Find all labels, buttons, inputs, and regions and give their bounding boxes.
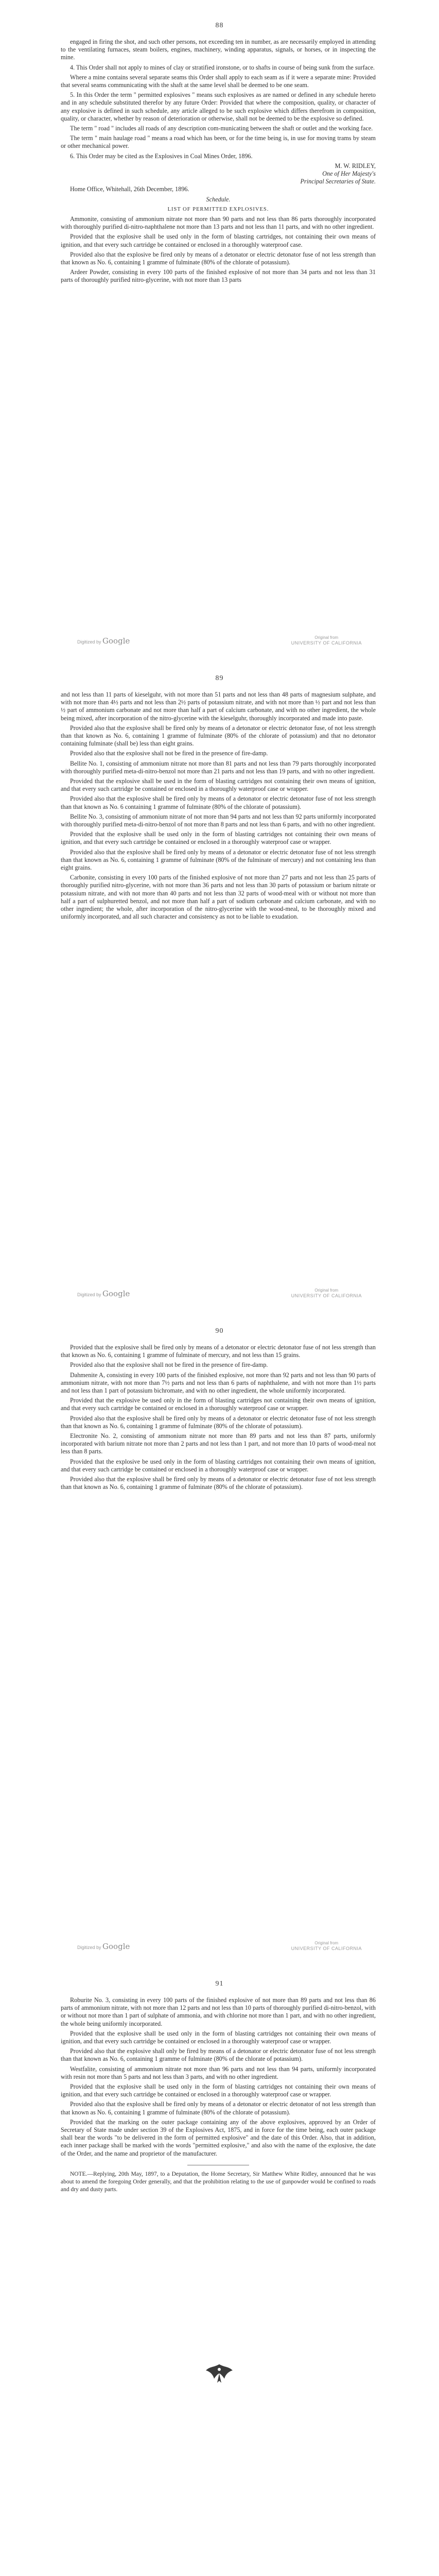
- paragraph: The term " road " includes all roads of any description com-municating between the shaft or outlet and the working face.: [70, 125, 373, 132]
- signature-line: M. W. RIDLEY,: [335, 162, 376, 170]
- page-body: [61, 38, 376, 286]
- schedule-title: Schedule.: [206, 195, 231, 203]
- page-body: [61, 691, 376, 923]
- digitized-by-google: Digitized by Google: [77, 1289, 130, 1298]
- paragraph: Provided also that the explosive shall be fired only by means of a detonator or electric detonator of not less strength than that known as No. 6, containing 1 gramme of fulminate (80% of the chlorate of potassium).: [61, 2100, 376, 2116]
- original-from-credit: Original from UNIVERSITY OF CALIFORNIA: [291, 1288, 362, 1298]
- original-from-credit: Original from UNIVERSITY OF CALIFORNIA: [291, 1941, 362, 1951]
- paragraph: Provided also that the explosive be fired only by means of a detonator or electric detonator fuse of not less strength than that known as No. 6, containing 1 gramme of fulminate (80% of the chlorate of potassium).: [61, 250, 376, 266]
- paragraph: Roburite No. 3, consisting in every 100 parts of the finished explosive of not more than 89 parts and not less than 86 parts of ammonium nitrate, with not more than 12 parts and not less than 10 parts of thoroughly purified di-nitro-benzol, with or without not more than 1 part of sulphate of ammonia, and with chlorine not more than 1 part, and with no other ingredient, the whole being uniformly incorporated.: [61, 1996, 376, 2027]
- paragraph: Westfalite, consisting of ammonium nitrate not more than 96 parts and not less than 94 parts, uniformly incorporated with resin not more than 5 parts and not less than 3 parts, and with no other ingredient.: [61, 2065, 376, 2080]
- paragraph: Provided also that the explosive shall not be fired in the presence of fire-damp.: [70, 1361, 268, 1369]
- page-number: 88: [215, 22, 224, 29]
- paragraph: Where a mine contains several separate seams this Order shall apply to each seam as if it were a separate mine: Provided that several seams communicating with the shaft at the same level shall be deemed to be one seam.: [61, 73, 376, 89]
- paragraph: The term " main haulage road " means a road which has been, or for the time being is, in use for moving trams by steam or other mechanical power.: [61, 134, 376, 150]
- paragraph: Provided also that the explosive shall be fired only by means of a detonator or electric detonator fuse of not less strength than that known as No. 6, containing 1 gramme of fulminate (80% of the chlorate of potassium).: [61, 1476, 376, 1491]
- paragraph: 4. This Order shall not apply to mines of clay or stratified ironstone, or to shafts in course of being sunk from the surface.: [70, 63, 375, 71]
- note-paragraph: NOTE.—Replying, 20th May, 1897, to a Deputation, the Home Secretary, Sir Matthew White Ridley, announced that he was about to amend the foregoing Order generally, and that the prohibition relating to the use of gunpowder would be confined to roads and dry and dusty parts.: [61, 2171, 376, 2193]
- paragraph: Provided that the explosive shall be fired only by means of a detonator or electric detonator fuse of not less strength than that known as No. 6, containing 1 gramme of fulminate of mercury, and not less than 15 grains.: [61, 1344, 376, 1359]
- page-number: 90: [215, 1327, 224, 1335]
- paragraph: Electronite No. 2, consisting of ammonium nitrate not more than 89 parts and not less than 87 parts, uniformly incorporated with barium nitrate not more than 2 parts and not less than 1 part, and not more than 10 parts of wood-meal not less than 8 parts.: [61, 1432, 376, 1455]
- digitized-by-google: Digitized by Google: [77, 1942, 130, 1951]
- paragraph: Provided also that the explosive shall be fired only by means of a detonator or electric detonator fuse, of not less strength than that known as No. 6, containing 1 gramme of fulminate (80% of the chlorate of potassium) and that no detonator containing fulminate (shall be) less than eight grains.: [61, 724, 376, 748]
- paragraph: Bellite No. 1, consisting of ammonium nitrate not more than 81 parts and not less than 79 parts thoroughly incorporated with thoroughly purified meta-di-nitro-benzol not more than 21 parts and not less than 19 parts, and with no other ingredient.: [61, 759, 376, 775]
- page-number: 89: [215, 674, 224, 682]
- paragraph: Provided that the explosive be used only in the form of blasting cartridges not containing their own means of ignition, and that every such cartridge be contained or enclosed in a thoroughly waterproof case or wrapper.: [61, 1458, 376, 1473]
- signature-line: Principal Secretaries of State.: [300, 178, 376, 185]
- paragraph: Provided also that the explosive shall be fired only by means of a detonator or electric detonator fuse of not less strength than that known as No. 6, containing 1 gramme of fulminate (80% of the chlorate of potassium).: [61, 1414, 376, 1430]
- paragraph: 6. This Order may be cited as the Explosives in Coal Mines Order, 1896.: [70, 152, 253, 160]
- paragraph: Provided that the explosive be used only in the form of blasting cartridges not containing their own means of ignition, and that every such cartridge be contained or enclosed in a thoroughly waterproof case or wrapper.: [61, 1397, 376, 1412]
- paragraph: Provided that the marking on the outer package containing any of the above explosives, approved by an Order of Secretary of State made under section 39 of the Explosives Act, 1875, and in force for the time being, each outer package shall bear the words "to be delivered in the form of permitted explosive" and the date of this Order. Also, that in addition, each inner package shall be marked with the words "permitted explosive," and also with the name of the explosive, the date of the Order, and the name and proprietor of the manufacturer.: [61, 2118, 376, 2157]
- original-from-credit: Original from UNIVERSITY OF CALIFORNIA: [291, 635, 362, 646]
- paragraph: Provided also that the explosive shall only be fired by means of a detonator or electric detonator fuse of not less strength than that known as No. 6, containing 1 gramme of fulminate (80% of the chlorate of potassium).: [61, 2047, 376, 2063]
- paragraph: Provided that the explosive shall be used only in the form of blasting cartridges not containing their own means of ignition, and that every such cartridge be contained or enclosed in a thoroughly waterproof case or wrapper.: [61, 2083, 376, 2098]
- paragraph: Provided that the explosive shall be used only in the form of blasting cartridges not containing their own means of ignition, and that every such cartridge be contained or enclosed in a thoroughly waterproof case or wrapper.: [61, 2029, 376, 2045]
- page-body: [61, 1344, 376, 1493]
- printers-ornament-icon: [199, 2360, 240, 2386]
- paragraph: Provided also that the explosive shall not be fired in the presence of fire-damp.: [70, 750, 268, 757]
- page-89: [0, 653, 439, 1306]
- paragraph: Provided also that the explosive shall be fired only by means of a detonator or electric detonator fuse of not less strength than that known as No. 6 containing 1 gramme of fulminate (80% of the chlorate of potassium).: [61, 795, 376, 810]
- paragraph: Ammonite, consisting of ammonium nitrate not more than 90 parts and not less than 86 parts thoroughly incorporated with thoroughly purified di-nitro-naphthalene not more than 13 parts and not less than 11 parts, and with no other ingredient.: [61, 215, 376, 231]
- page-number: 91: [215, 1980, 224, 1988]
- office-line: Home Office, Whitehall, 26th December, 1896.: [70, 185, 189, 193]
- paragraph: Provided that the explosive shall be used only in the form of blasting cartridges, not containing their own means of ignition, and that every such cartridge be contained or enclosed in a thoroughly waterproof case.: [61, 233, 376, 248]
- paragraph: and not less than 11 parts of kieselguhr, with not more than 51 parts and not less than 48 parts of magnesium sulphate, and with not more than 4½ parts and not less than 2½ parts of potassium nitrate, and with not more than ½ part and not less than ½ part of ammonium carbonate and not more than half a part of calcium carbonate, and with no other ingredient, the whole being mixed, after incorporation of the nitro-glycerine with the kieselguhr, thoroughly incorporated and made into paste.: [61, 691, 376, 722]
- paragraph: Provided also that the explosive shall be fired only by means of a detonator or electric detonator fuse of not less strength than that known as No. 6, containing 1 gramme of fulminate (80% of the fulminate of mercury) and not containing less than eight grains.: [61, 848, 376, 872]
- page-body: [61, 1996, 376, 2196]
- paragraph: Provided that the explosive shall be used in the form of blasting cartridges not containing their own means of ignition, and that every such cartridge be contained or enclosed in a thoroughly waterproof case or wrapper.: [61, 777, 376, 793]
- paragraph: engaged in firing the shot, and such other persons, not exceeding ten in number, as are necessarily employed in attending to the ventilating furnaces, steam boilers, engines, machinery, winding apparatus, signals, or horses, or in inspecting the mine.: [61, 38, 376, 61]
- paragraph: Dahmenite A, consisting in every 100 parts of the finished explosive, not more than 92 parts and not less than 90 parts of ammonium nitrate, with not more than 7½ parts and not less than 6 parts of naphthalene, and with not more than 1½ parts and not less than 1 part of potassium bichromate, and with no other ingredient, the whole uniformly incorporated.: [61, 1371, 376, 1395]
- signature-line: One of Her Majesty's: [322, 170, 376, 178]
- page-88: [0, 0, 439, 653]
- digitized-by-google: Digitized by Google: [77, 636, 130, 646]
- paragraph: Ardeer Powder, consisting in every 100 parts of the finished explosive of not more than 34 parts and not less than 31 parts of thoroughly purified nitro-glycerine, with not more than 13 parts: [61, 268, 376, 284]
- page-91: [0, 1958, 439, 2576]
- paragraph: Provided that the explosive shall be used only in the form of blasting cartridges not containing their own means of ignition, and that every such cartridge be contained or enclosed in a thoroughly waterproof case or wrapper.: [61, 831, 376, 846]
- paragraph: 5. In this Order the term " permitted explosives " means such explosives as are named or defined in any schedule hereto and in any schedule substituted therefor by any future Order: Provided that where the composition, quality, or character of any explosive is defined in such schedule, any article alleged to be such explosive which differs therefrom in composition, quality, or character, whether by reason of deterioration or otherwise, shall not be deemed to be the explosive so defined.: [61, 91, 376, 122]
- page-90: [0, 1306, 439, 1958]
- schedule-subtitle: LIST OF PERMITTED EXPLOSIVES.: [167, 206, 269, 212]
- paragraph: Bellite No. 3, consisting of ammonium nitrate of not more than 94 parts and not less than 92 parts uniformly incorporated with thoroughly purified meta-di-nitro-benzol of not more than 8 parts and not less than 6 parts, and with no other ingredient.: [61, 812, 376, 828]
- paragraph: Carbonite, consisting in every 100 parts of the finished explosive of not more than 27 parts and not less than 25 parts of thoroughly purified nitro-glycerine, with not more than 36 parts and not less than 30 parts of potassium or barium nitrate or potassium nitrate, and with not more than 40 parts and not less than 32 parts of wood-meal with or without not more than half a part of sulphuretted benzol, and not more than half a part of sodium carbonate and calcium carbonate, and with no other ingredient; the whole, after incorporation of the nitro-glycerine with the wood-meal, to be thoroughly mixed and uniformly incorporated, and all such character and consistency as not to be liable to exudation.: [61, 874, 376, 921]
